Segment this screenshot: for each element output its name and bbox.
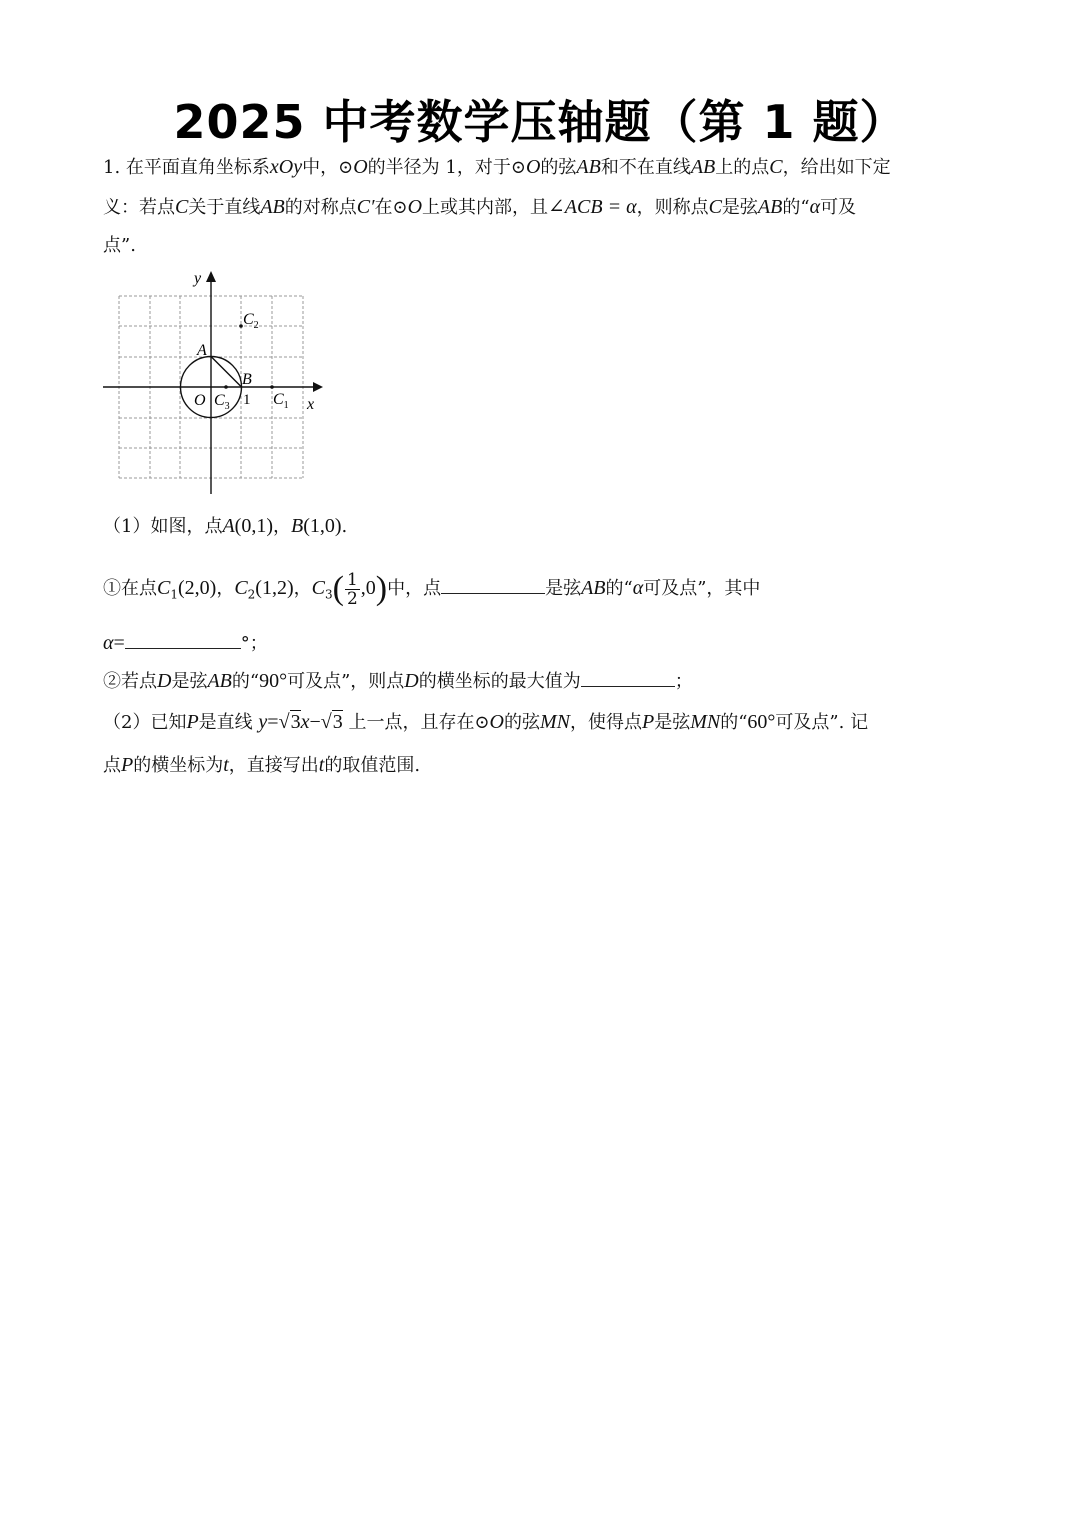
q1b-end: ； — [674, 671, 693, 692]
intro-text: 关于直线 — [188, 197, 261, 218]
math-ab: AB — [260, 196, 285, 218]
frac-denominator: 2 — [346, 588, 358, 609]
x-axis-arrow — [313, 382, 323, 392]
q2-text: 可及点”. 记 — [775, 712, 869, 733]
radicand: 3 — [290, 711, 301, 733]
q2-text: 是直线 — [198, 712, 253, 733]
intro-text: 在⊙ — [374, 197, 408, 218]
subscript-2: 2 — [247, 587, 256, 602]
math-ab: AB — [581, 577, 606, 599]
intro-text: 中，⊙ — [302, 157, 354, 178]
answer-blank-point[interactable] — [441, 575, 545, 594]
intro-text: 义：若点 — [103, 197, 175, 218]
coord-c1: (2,0) — [177, 577, 217, 599]
math-y: y — [258, 711, 268, 733]
q1-line — [103, 514, 347, 539]
point-c1 — [270, 385, 274, 389]
q2-text: 上一点，且存在⊙ — [348, 712, 490, 733]
math-mn: MN — [540, 711, 570, 733]
label-a: A — [197, 342, 207, 359]
math-c: C — [175, 196, 189, 218]
problem-number: 1. — [103, 157, 121, 178]
q1-sep: ， — [273, 516, 291, 537]
math-c-prime: C′ — [356, 196, 375, 218]
math-d: D — [404, 670, 419, 692]
intro-text: 上的点 — [715, 157, 770, 178]
q2-text: 的“ — [720, 712, 748, 733]
math-p: P — [186, 711, 199, 733]
label-c1: $C_1$ — [273, 391, 289, 411]
y-axis-arrow — [206, 271, 216, 282]
x-axis-label: x — [307, 396, 315, 413]
q1a-sep: ， — [293, 578, 312, 599]
intro-text: 可及 — [820, 197, 857, 218]
answer-blank-alpha[interactable] — [125, 630, 241, 649]
intro-text: ，则称点 — [636, 197, 709, 218]
axes — [103, 274, 321, 494]
q1b-text: 的“ — [231, 671, 260, 692]
equals-sign: = — [113, 632, 125, 654]
q1-end: . — [341, 516, 348, 537]
q1a-sep: ， — [216, 578, 235, 599]
frac-numerator: 1 — [346, 569, 358, 590]
math-alpha: α — [103, 632, 114, 654]
subscript-1: 1 — [170, 587, 178, 602]
equals-sign: = — [267, 711, 279, 733]
q1-text: （1）如图，点 — [103, 516, 223, 537]
page-title: 2025 中考数学压轴题（第 1 题） — [173, 95, 907, 149]
subscript-3: 3 — [324, 587, 333, 602]
intro-line-3: 点”. — [103, 235, 136, 256]
paren-open: ( — [332, 570, 344, 607]
math-o: O — [489, 711, 504, 733]
math-ab: AB — [690, 156, 716, 178]
q2-text: （2）已知 — [103, 712, 187, 733]
math-alpha: α — [809, 196, 821, 218]
degree-sign: °； — [240, 633, 268, 654]
q2-text: 的弦 — [504, 712, 540, 733]
intro-line-1 — [103, 155, 891, 180]
q1b-text: 的横坐标的最大值为 — [418, 671, 581, 692]
intro-text: 的“ — [782, 197, 810, 218]
sqrt-3: √3 — [278, 711, 301, 733]
q1b-line — [103, 668, 693, 694]
math-x: x — [300, 711, 310, 733]
math-ab: AB — [757, 196, 783, 218]
coord-c3-rest: ,0 — [360, 577, 376, 599]
math-o: O — [353, 156, 368, 178]
fraction-half — [345, 571, 360, 608]
q1a-text: 可及点”，其中 — [643, 578, 761, 599]
math-ab: AB — [207, 670, 232, 692]
q2-line-2 — [103, 753, 420, 778]
q2-text: 点 — [103, 755, 121, 776]
math-mn: MN — [690, 711, 721, 733]
q2-text: 的横坐标为 — [133, 755, 224, 776]
intro-text: 在平面直角坐标系 — [125, 157, 270, 178]
math-c: C — [234, 577, 248, 599]
q1a-text: ①在点 — [103, 578, 157, 599]
label-c2: $C_2$ — [243, 311, 259, 331]
math-b: B — [291, 515, 304, 537]
intro-text: ，给出如下定 — [782, 157, 891, 178]
math-c: C — [708, 196, 722, 218]
math-alpha: α — [632, 577, 644, 599]
answer-blank-max-x[interactable] — [581, 668, 675, 687]
radicand: 3 — [332, 711, 343, 733]
sqrt-3: √3 — [320, 711, 343, 733]
y-axis-label: y — [194, 270, 202, 287]
math-o: O — [525, 156, 541, 178]
angle-90: 90° — [259, 670, 288, 692]
math-p: P — [642, 711, 655, 733]
q2-text: 的取值范围. — [324, 755, 421, 776]
math-c: C — [311, 577, 325, 599]
math-c: C — [769, 156, 783, 178]
intro-text: 上或其内部，且 — [422, 197, 549, 218]
coord-b: (1,0) — [303, 515, 342, 537]
angle-60: 60° — [747, 711, 776, 733]
math-angle: ∠ACB = α — [548, 196, 637, 218]
intro-text: 的弦 — [540, 157, 577, 178]
coord-c2: (1,2) — [255, 577, 294, 599]
q1a-text: 中，点 — [387, 578, 442, 599]
intro-text: 的半径为 1，对于⊙ — [367, 157, 526, 178]
intro-text: 的对称点 — [284, 197, 357, 218]
label-b: B — [242, 371, 252, 388]
math-xoy: xOy — [269, 156, 303, 178]
intro-text: 是弦 — [721, 197, 758, 218]
q1a-text: 的“ — [605, 578, 633, 599]
math-p: P — [121, 754, 134, 776]
q2-line-1 — [103, 710, 868, 735]
intro-text: 和不在直线 — [600, 157, 691, 178]
math-t: t — [318, 754, 325, 776]
coord-a: (0,1) — [234, 515, 273, 537]
q1b-text: ②若点 — [103, 671, 157, 692]
label-c3: $C_3$ — [214, 392, 230, 412]
label-one: 1 — [243, 392, 251, 408]
q2-text: 是弦 — [654, 712, 691, 733]
coordinate-figure — [95, 262, 335, 502]
label-o: O — [194, 392, 206, 409]
intro-line-2 — [103, 195, 856, 220]
math-a: A — [222, 515, 235, 537]
math-ab: AB — [576, 156, 601, 178]
q1b-text: 可及点”，则点 — [287, 671, 405, 692]
q1a-text: 是弦 — [545, 578, 582, 599]
minus-sign: − — [309, 711, 321, 733]
q1a-answer-line — [103, 630, 268, 656]
math-d: D — [157, 670, 172, 692]
q2-text: ，直接写出 — [228, 755, 319, 776]
point-c3 — [224, 385, 228, 389]
q1a-line — [103, 566, 760, 617]
q1b-text: 是弦 — [171, 671, 208, 692]
math-o: O — [407, 196, 423, 218]
math-c: C — [157, 577, 171, 599]
math-t: t — [223, 754, 229, 776]
paren-close: ) — [375, 570, 388, 607]
q2-text: ，使得点 — [570, 712, 642, 733]
